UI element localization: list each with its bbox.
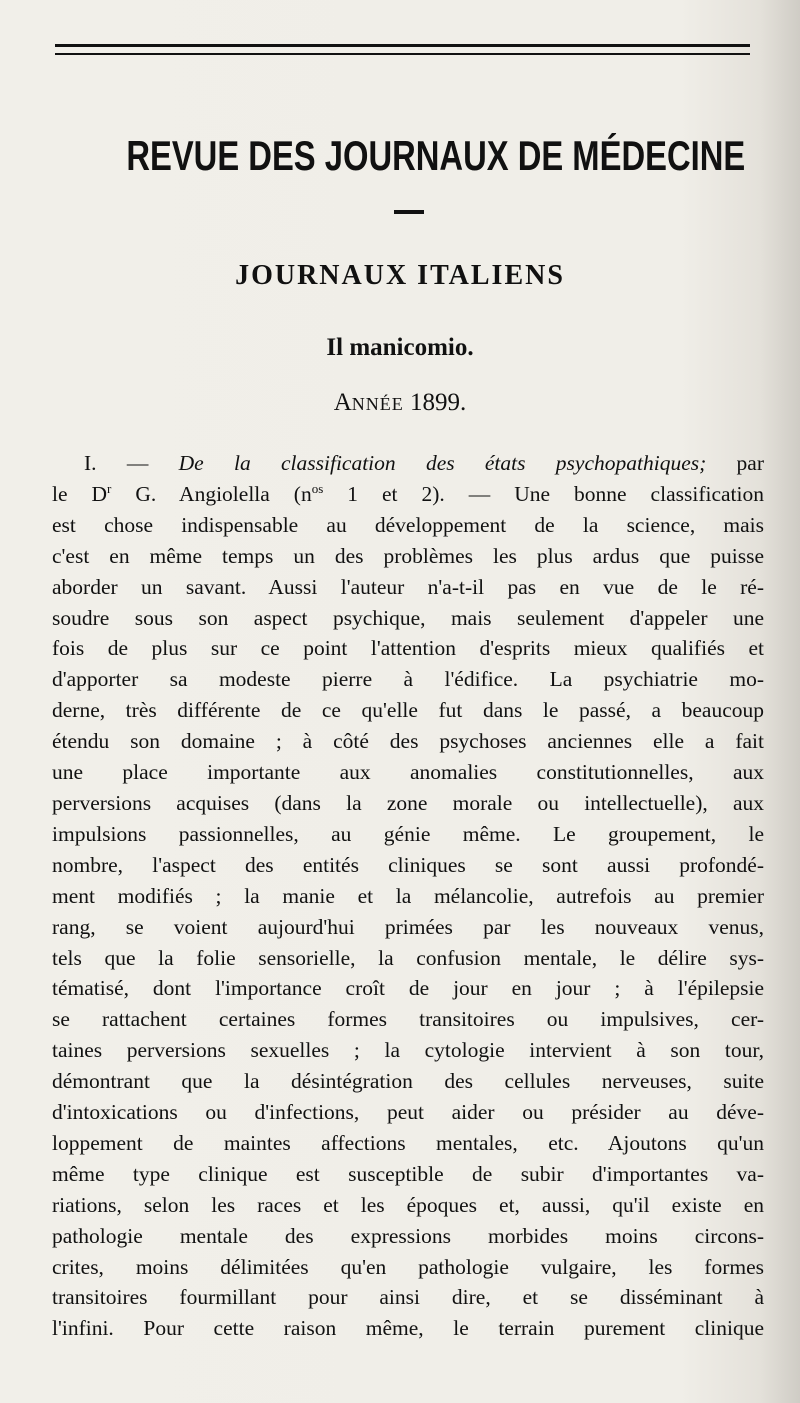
article-line: riations, selon les races et les époques et, aussi, qu'il existe en: [52, 1192, 764, 1217]
article-line: fois de plus sur ce point l'attention d'esprits mieux qualifiés et: [52, 636, 764, 661]
year-number: 1899.: [410, 389, 467, 416]
article-line: impulsions passionnelles, au génie même. Le groupement, le: [52, 821, 764, 846]
article-line: l'infini. Pour cette raison même, le terrain purement clinique: [52, 1316, 764, 1341]
article-line: c'est en même temps un des problèmes les plus ardus que puisse: [52, 543, 764, 568]
article-line: d'apporter sa modeste pierre à l'édifice. La psychiatrie mo-: [52, 667, 764, 692]
article-line: derne, très différente de ce qu'elle fut dans le passé, a beaucoup: [52, 698, 764, 723]
article-number: I. —: [84, 451, 179, 475]
article-line: est chose indispensable au développement de la science, mais: [52, 512, 764, 537]
section-title: JOURNAUX ITALIENS: [235, 260, 565, 291]
article-line: une place importante aux anomalies constitutionnelles, aux: [52, 760, 764, 785]
article-line: crites, moins délimitées qu'en pathologie vulgaire, les formes: [52, 1254, 764, 1279]
article-line: nombre, l'aspect des entités cliniques se sont aussi profondé-: [52, 852, 764, 877]
article-line: même type clinique est susceptible de subir d'importantes va-: [52, 1161, 764, 1186]
article-line: taines perversions sexuelles ; la cytologie intervient à son tour,: [52, 1038, 764, 1063]
article-line: I. — De la classification des états psychopathiques; par: [84, 451, 765, 475]
journal-name: Il manicomio.: [326, 334, 474, 361]
article-line: étendu son domaine ; à côté des psychoses anciennes elle a fait: [52, 729, 764, 754]
article-line: perversions acquises (dans la zone morale ou intellectuelle), aux: [52, 790, 764, 815]
article-body: [52, 448, 764, 1344]
article-line: loppement de maintes affections mentales, etc. Ajoutons qu'un: [52, 1130, 764, 1155]
article-line: le $D^r$ G. Angiolella ($n^{os}$ 1 et 2). — Une bonne classification: [52, 480, 764, 506]
header-rule-bottom: [55, 53, 750, 55]
article-line: tématisé, dont l'importance croît de jour en jour ; à l'épilepsie: [52, 976, 764, 1001]
main-title: REVUE DES JOURNAUX DE MÉDECINE: [126, 132, 746, 179]
article-line: soudre sous son aspect psychique, mais seulement d'appeler une: [52, 605, 764, 630]
article-line: rang, se voient aujourd'hui primées par les nouveaux venus,: [52, 914, 764, 939]
article-line: aborder un savant. Aussi l'auteur n'a-t-il pas en vue de le ré-: [52, 574, 764, 599]
article-line: se rattachent certaines formes transitoires ou impulsives, cer-: [52, 1007, 764, 1032]
year-word-rest: NNÉE: [351, 394, 404, 414]
title-separator-dash: [394, 210, 424, 214]
article-line: ment modifiés ; la manie et la mélancolie, autrefois au premier: [52, 883, 764, 908]
article-line: transitoires fourmillant pour ainsi dire, et se disséminant à: [52, 1285, 764, 1310]
article-line: tels que la folie sensorielle, la confusion mentale, le délire sys-: [52, 945, 764, 970]
header-rule-top: [55, 44, 750, 47]
year-word-initial: A: [333, 389, 352, 416]
article-line: démontrant que la désintégration des cellules nerveuses, suite: [52, 1069, 764, 1094]
article-title: De la classification des états psychopathiques;: [178, 451, 707, 475]
article-line: d'intoxications ou d'infections, peut aider ou présider au déve-: [52, 1100, 764, 1125]
year-heading: [0, 385, 800, 422]
article-line: pathologie mentale des expressions morbides moins circons-: [52, 1223, 764, 1248]
